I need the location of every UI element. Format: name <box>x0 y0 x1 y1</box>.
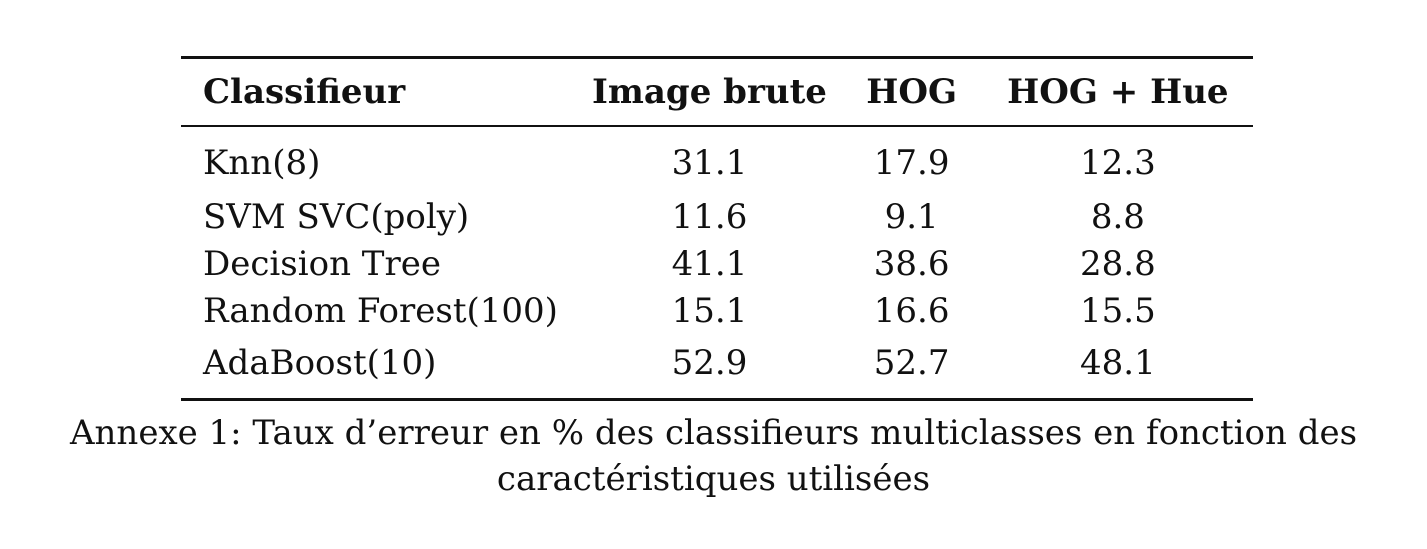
table-caption <box>0 410 1427 502</box>
hog-error: 16.6 <box>873 290 950 331</box>
table-row <box>181 240 1253 287</box>
hog-hue-error: 15.5 <box>1080 290 1156 331</box>
classifier-name: SVM SVC(poly) <box>203 196 470 237</box>
hog-hue-error: 28.8 <box>1080 243 1156 284</box>
table-header-row <box>181 58 1253 127</box>
caption-line-1: Annexe 1: Taux d’erreur en % des classifieurs multiclasses en fonction des <box>69 413 1358 453</box>
hog-error: 38.6 <box>873 243 950 284</box>
table-row <box>181 126 1253 193</box>
table-row <box>181 287 1253 334</box>
raw-image-error: 31.1 <box>671 143 748 183</box>
hog-error: 9.1 <box>884 196 939 237</box>
header-classifier: Classifieur <box>203 72 406 112</box>
classifier-name: Knn(8) <box>203 143 321 183</box>
raw-image-error: 52.9 <box>671 343 748 383</box>
caption-line-2: caractéristiques utilisées <box>496 459 931 499</box>
raw-image-error: 15.1 <box>671 290 748 331</box>
results-table-container <box>181 56 1253 401</box>
error-rate-table <box>181 56 1253 401</box>
header-hog-hue: HOG + Hue <box>1007 72 1229 112</box>
hog-hue-error: 12.3 <box>1080 143 1156 183</box>
table-row <box>181 334 1253 400</box>
table-row <box>181 193 1253 240</box>
raw-image-error: 41.1 <box>671 243 748 284</box>
classifier-name: Random Forest(100) <box>203 290 558 331</box>
hog-hue-error: 48.1 <box>1080 343 1156 383</box>
hog-error: 52.7 <box>873 343 950 383</box>
hog-hue-error: 8.8 <box>1090 196 1145 237</box>
header-hog: HOG <box>866 72 958 112</box>
classifier-name: Decision Tree <box>203 243 441 284</box>
classifier-name: AdaBoost(10) <box>203 343 437 383</box>
raw-image-error: 11.6 <box>671 196 748 237</box>
header-raw-image: Image brute <box>592 72 827 112</box>
hog-error: 17.9 <box>873 143 950 183</box>
